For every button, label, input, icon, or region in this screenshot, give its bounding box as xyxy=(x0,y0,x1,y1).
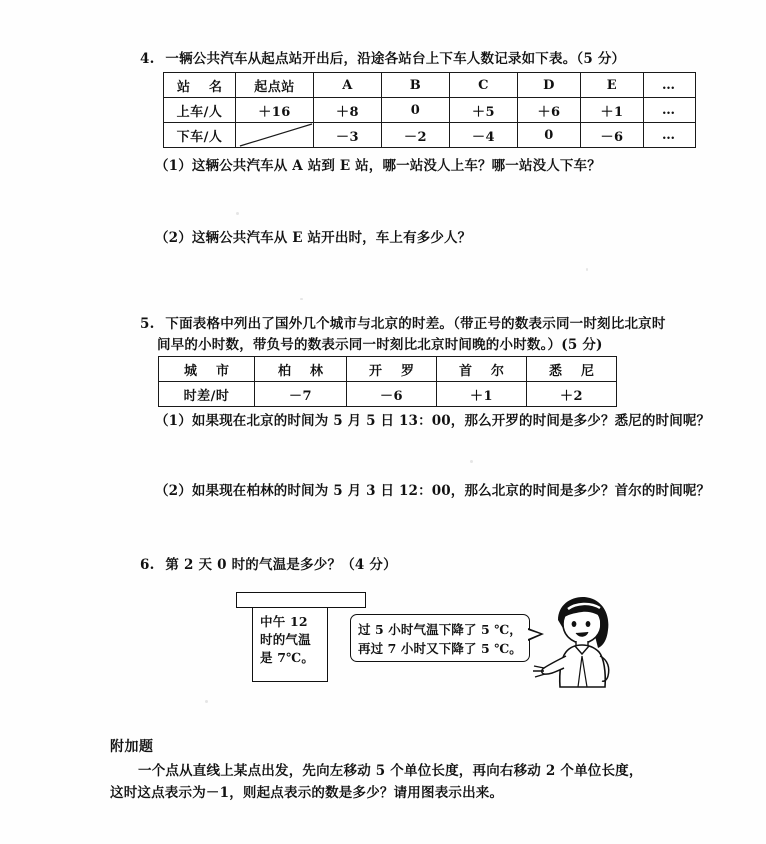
cell-alighting-start-slashed xyxy=(236,123,314,148)
row-header-boarding: 上车/人 xyxy=(164,98,236,123)
scan-speck xyxy=(236,212,239,215)
question-4-number: 4. xyxy=(140,51,155,67)
cell-boarding-b: 0 xyxy=(382,98,450,123)
question-6-prompt xyxy=(140,556,397,575)
cell-station-a: A xyxy=(314,73,382,98)
table-row xyxy=(159,357,617,382)
diagonal-slash-icon xyxy=(236,123,313,147)
row-header-city: 城 市 xyxy=(159,357,255,382)
question-4-text: 一辆公共汽车从起点站开出后，沿途各站台上下车人数记录如下表。（5 分） xyxy=(165,51,626,67)
cell-offset-cairo: －6 xyxy=(347,382,437,407)
cell-station-ellipsis: … xyxy=(644,73,696,98)
question-5-sub-1: （1）如果现在北京的时间为 5 月 5 日 13：00，那么开罗的时间是多少？悉尼的时间呢？ xyxy=(155,413,711,429)
question-4-sub-1: （1）这辆公共汽车从 A 站到 E 站，哪一站没人上车？哪一站没人下车？ xyxy=(155,158,601,174)
cell-station-start: 起点站 xyxy=(236,73,314,98)
cell-boarding-a: ＋8 xyxy=(314,98,382,123)
temperature-diagram xyxy=(228,592,638,692)
scan-speck xyxy=(586,268,588,271)
cell-city-sydney: 悉 尼 xyxy=(527,357,617,382)
row-header-station: 站 名 xyxy=(164,73,236,98)
question-5-text-line-2: 间早的小时数，带负号的数表示同一时刻比北京时间晚的小时数。）(5 分) xyxy=(157,337,603,353)
row-header-alighting: 下车/人 xyxy=(164,123,236,148)
question-5-number-line xyxy=(140,315,666,334)
question-5-sub-2: （2）如果现在柏林的时间为 5 月 3 日 12：00，那么北京的时间是多少？首尔的时间呢？ xyxy=(155,483,711,499)
city-time-difference-table xyxy=(158,356,617,407)
cell-station-d: D xyxy=(518,73,581,98)
cell-alighting-d: 0 xyxy=(518,123,581,148)
scan-speck xyxy=(300,298,303,300)
question-5-number: 5. xyxy=(140,316,155,332)
cell-alighting-ellipsis: … xyxy=(644,123,696,148)
cell-city-seoul: 首 尔 xyxy=(437,357,527,382)
question-4-prompt xyxy=(140,50,625,69)
cell-boarding-ellipsis: … xyxy=(644,98,696,123)
table-row xyxy=(159,382,617,407)
cell-boarding-start: ＋16 xyxy=(236,98,314,123)
question-5-text-line-1: 下面表格中列出了国外几个城市与北京的时差。（带正号的数表示同一时刻比北京时 xyxy=(165,316,666,332)
cell-alighting-a: －3 xyxy=(314,123,382,148)
row-header-time-difference: 时差/时 xyxy=(159,382,255,407)
cell-station-c: C xyxy=(450,73,518,98)
cell-alighting-e: －6 xyxy=(581,123,644,148)
bus-passenger-table xyxy=(163,72,696,148)
sign-board-text: 中午 12 时的气温是 7℃。 xyxy=(252,608,328,682)
girl-character-icon xyxy=(524,590,628,690)
cell-station-b: B xyxy=(382,73,450,98)
question-6-text: 第 2 天 0 时的气温是多少？（4 分） xyxy=(165,557,397,573)
cell-alighting-c: －4 xyxy=(450,123,518,148)
cell-station-e: E xyxy=(581,73,644,98)
cell-offset-sydney: ＋2 xyxy=(527,382,617,407)
cell-boarding-e: ＋1 xyxy=(581,98,644,123)
bonus-section-heading: 附加题 xyxy=(110,739,154,755)
speech-bubble-text: 过 5 小时气温下降了 5 ℃，再过 7 小时又下降了 5 ℃。 xyxy=(350,614,530,662)
cell-boarding-c: ＋5 xyxy=(450,98,518,123)
cell-offset-berlin: －7 xyxy=(255,382,347,407)
bonus-section-body: 一个点从直线上某点出发，先向左移动 5 个单位长度，再向右移动 2 个单位长度，这时这点表示为－1，则起点表示的数是多少？请用图表示出来。 xyxy=(110,763,643,801)
cell-offset-seoul: ＋1 xyxy=(437,382,527,407)
table-row xyxy=(164,123,696,148)
cell-city-cairo: 开 罗 xyxy=(347,357,437,382)
question-4-sub-2: （2）这辆公共汽车从 E 站开出时，车上有多少人？ xyxy=(155,230,472,246)
scan-speck xyxy=(470,460,473,463)
cell-boarding-d: ＋6 xyxy=(518,98,581,123)
question-6-number: 6. xyxy=(140,557,155,573)
table-row xyxy=(164,98,696,123)
cell-alighting-b: －2 xyxy=(382,123,450,148)
scan-speck xyxy=(205,700,208,703)
sign-board-top xyxy=(236,592,366,608)
table-row xyxy=(164,73,696,98)
cell-city-berlin: 柏 林 xyxy=(255,357,347,382)
